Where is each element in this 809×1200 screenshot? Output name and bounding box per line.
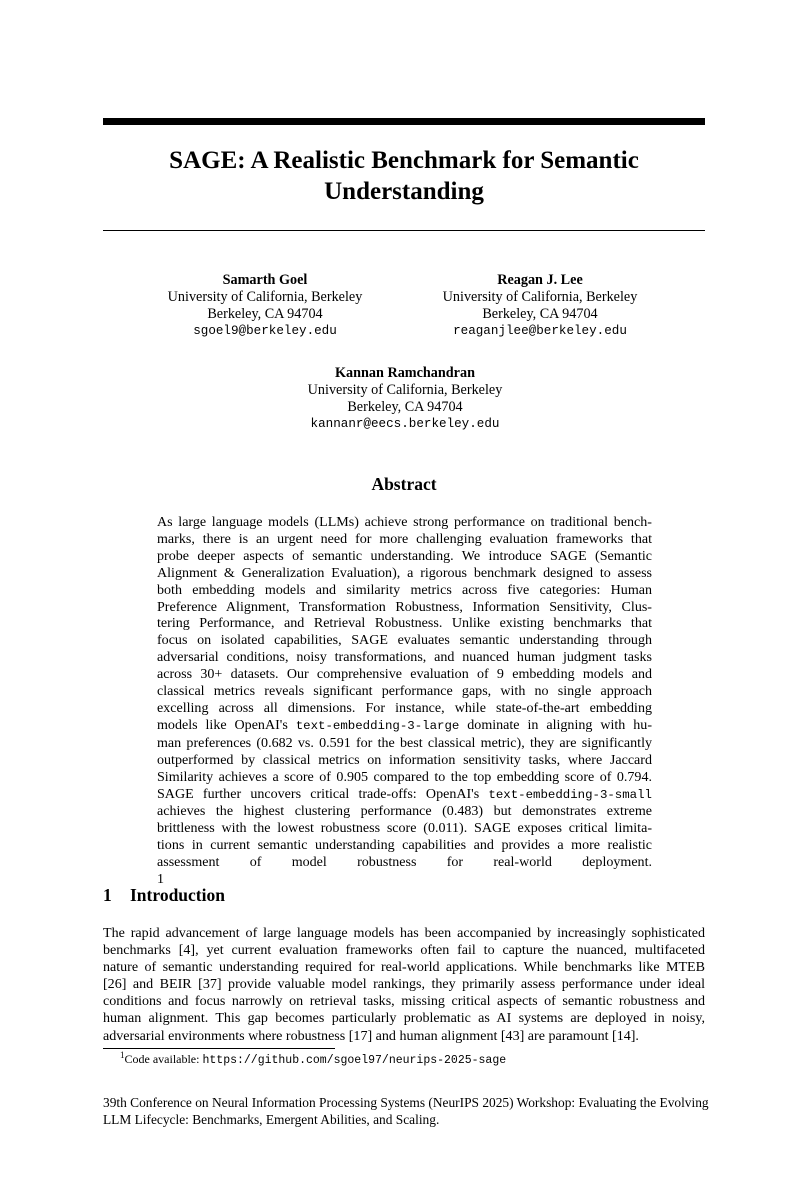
author-email[interactable]: sgoel9@berkeley.edu — [193, 324, 337, 338]
title-top-rule — [103, 118, 705, 125]
abstract-line: focus on isolated capabilities, SAGE evaluates semantic understanding through — [157, 632, 652, 649]
abstract-line: marks, there is an urgent need for more challenging evaluation frameworks that — [157, 530, 652, 547]
abstract-line: Alignment & Generalization Evaluation), a rigorous benchmark designed to assess — [157, 564, 652, 581]
abstract-text: 1 — [157, 871, 165, 888]
abstract-line — [157, 871, 652, 888]
abstract-line: tering Performance, and Retrieval Robustness. Unlike existing benchmarks that — [157, 615, 652, 632]
abstract-heading: Abstract — [371, 474, 437, 494]
footnote-number: 1 — [120, 1050, 125, 1060]
author-email[interactable]: reaganjlee@berkeley.edu — [453, 324, 627, 338]
model-name-code: text-embedding-3-large — [295, 718, 460, 733]
abstract-line: As large language models (LLMs) achieve strong performance on traditional bench- — [157, 514, 652, 530]
author-affiliation: University of California, Berkeley — [307, 382, 503, 398]
abstract-line: probe deeper aspects of semantic understanding. We introduce SAGE (Semantic — [157, 547, 652, 564]
author-block-1 — [145, 272, 385, 340]
section-title: Introduction — [130, 885, 225, 905]
intro-line: adversarial environments where robustness [17] and human alignment [43] are paramount [14]. — [103, 1027, 639, 1044]
abstract-line: classical metrics reveals significant performance gaps, with no single approach — [157, 683, 652, 700]
author-location: Berkeley, CA 94704 — [207, 306, 323, 322]
author-name: Reagan J. Lee — [497, 272, 583, 288]
author-name: Kannan Ramchandran — [335, 365, 475, 381]
abstract-text: dominate in aligning with hu- — [459, 716, 652, 733]
footnote-text: Code available: — [124, 1052, 203, 1066]
code-url-link[interactable]: https://github.com/sgoel97/neurips-2025-sage — [202, 1054, 507, 1067]
abstract-line: assessment of model robustness for real-world deployment. — [157, 854, 652, 871]
intro-line: The rapid advancement of large language models has been accompanied by increasingly sophisticated — [103, 925, 705, 941]
abstract-line: achieves the highest clustering performance (0.483) but demonstrates extreme — [157, 803, 652, 820]
abstract-text: SAGE further uncovers critical trade-offs: OpenAI's — [157, 785, 489, 802]
intro-line: nature of semantic understanding required for real-world applications. While benchmarks like MTEB — [103, 959, 705, 976]
intro-line: benchmarks [4], yet current evaluation frameworks often fail to capture the nuanced, multifaceted — [103, 942, 705, 959]
venue-line: LLM Lifecycle: Benchmarks, Emergent Abilities, and Scaling. — [103, 1111, 440, 1127]
author-affiliation: University of California, Berkeley — [167, 289, 363, 305]
venue-note — [103, 1095, 709, 1128]
title-bottom-rule — [103, 230, 705, 231]
abstract-text: models like OpenAI's — [157, 716, 296, 733]
abstract-line: Similarity achieves a score of 0.905 compared to the top embedding score of 0.794. — [157, 768, 652, 785]
abstract-line: tions in current semantic understanding capabilities and provides a more realistic — [157, 837, 652, 854]
abstract-line: across 30+ datasets. Our comprehensive evaluation of 9 embedding models and — [157, 666, 652, 683]
abstract-line: brittleness with the lowest robustness score (0.011). SAGE exposes critical limita- — [157, 820, 652, 837]
author-affiliation: University of California, Berkeley — [442, 289, 638, 305]
title-line-1: SAGE: A Realistic Benchmark for Semantic — [169, 147, 639, 174]
author-location: Berkeley, CA 94704 — [347, 399, 463, 415]
intro-line: [26] and BEIR [37] provide valuable model rankings, they primarily assess performance under ideal — [103, 976, 705, 993]
abstract-line — [157, 717, 652, 735]
abstract-line: Preference Alignment, Transformation Robustness, Information Sensitivity, Clus- — [157, 598, 652, 615]
intro-line: conditions and focus narrowly on retrieval tasks, missing critical aspects of semantic robustness and — [103, 993, 705, 1010]
introduction-body — [103, 925, 705, 1045]
paper-title — [103, 145, 705, 207]
venue-line: 39th Conference on Neural Information Processing Systems (NeurIPS 2025) Workshop: Evaluating the Evolving — [103, 1095, 709, 1110]
author-block-2 — [420, 272, 660, 340]
abstract-line: outperformed by classical metrics on information sensitivity tasks, where Jaccard — [157, 751, 652, 768]
abstract-line: man preferences (0.682 vs. 0.591 for the best classical metric), they are significantly — [157, 734, 652, 751]
author-email[interactable]: kannanr@eecs.berkeley.edu — [310, 417, 500, 431]
title-line-2: Understanding — [324, 178, 484, 205]
abstract-body — [157, 514, 652, 888]
model-name-code: text-embedding-3-small — [488, 787, 652, 802]
section-number: 1 — [103, 885, 112, 905]
abstract-line: adversarial conditions, noisy transformations, and nuanced human judgment tasks — [157, 649, 652, 666]
footnote-rule — [103, 1048, 335, 1049]
author-location: Berkeley, CA 94704 — [482, 306, 598, 322]
abstract-line: both embedding models and similarity metrics across five categories: Human — [157, 581, 652, 598]
abstract-line — [157, 786, 652, 804]
author-name: Samarth Goel — [222, 272, 308, 288]
footnote — [120, 1052, 506, 1067]
abstract-line: excelling across all dimensions. For instance, while state-of-the-art embedding — [157, 699, 652, 716]
section-heading — [103, 885, 225, 906]
author-block-3 — [255, 365, 555, 433]
intro-line: human alignment. This gap becomes particularly problematic as AI systems are deployed in noisy, — [103, 1010, 705, 1027]
